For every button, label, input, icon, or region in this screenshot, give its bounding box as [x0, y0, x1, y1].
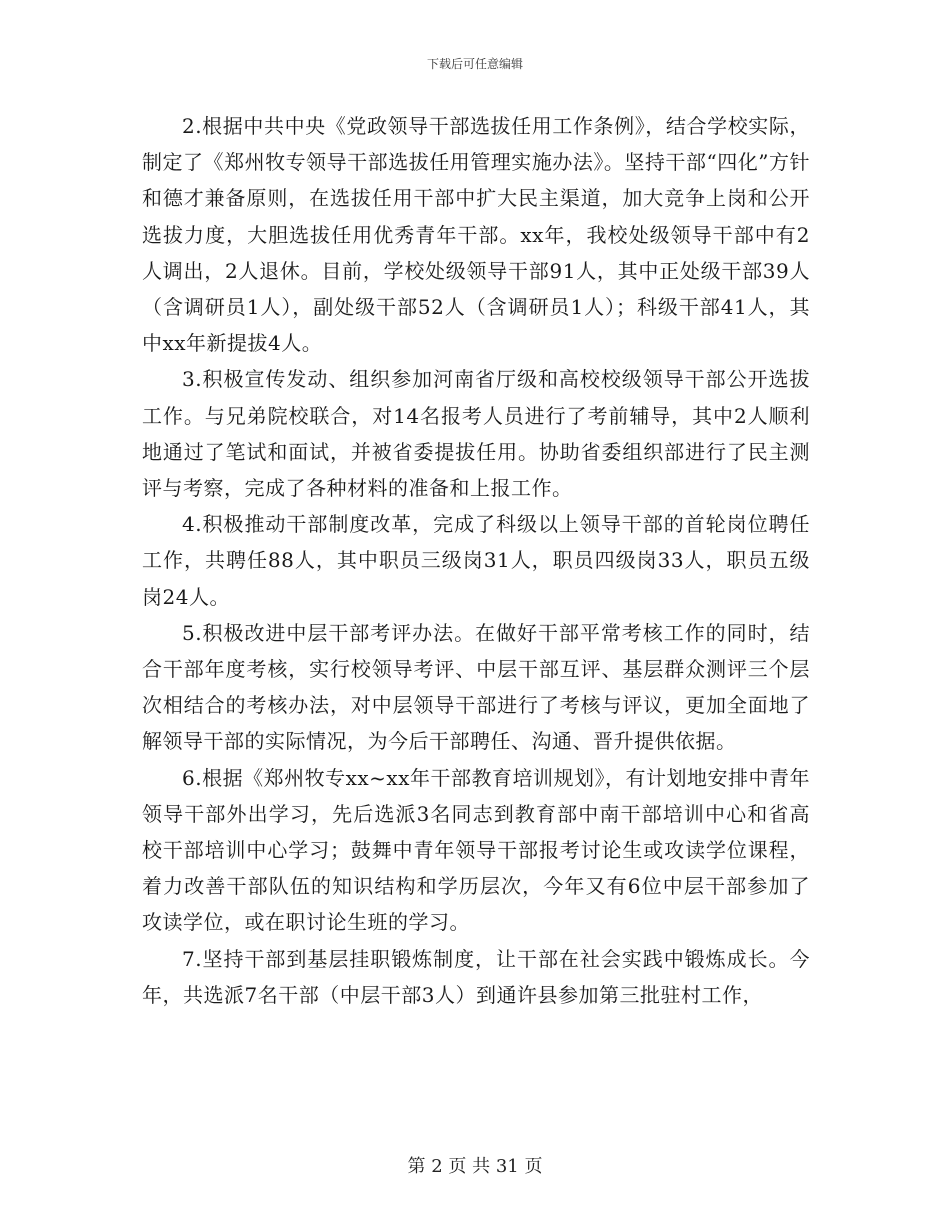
document-body: [142, 108, 810, 1013]
paragraph-3: 3.积极宣传发动、组织参加河南省厅级和高校校级领导干部公开选拔工作。与兄弟院校联合，对14名报考人员进行了考前辅导，其中2人顺利地通过了笔试和面试，并被省委提拔任用。协助省委组织部进行了民主测评与考察，完成了各种材料的准备和上报工作。: [142, 367, 810, 501]
paragraph-7: 7.坚持干部到基层挂职锻炼制度，让干部在社会实践中锻炼成长。今年，共选派7名干部（中层干部3人）到通许县参加第三批驻村工作，: [142, 946, 810, 1007]
page-header: 下载后可任意编辑: [426, 57, 523, 71]
paragraph-5: 5.积极改进中层干部考评办法。在做好干部平常考核工作的同时，结合干部年度考核，实行校领导考评、中层干部互评、基层群众测评三个层次相结合的考核办法，对中层领导干部进行了考核与评议，更加全面地了解领导干部的实际情况，为今后干部聘任、沟通、晋升提供依据。: [142, 620, 810, 754]
paragraph-2: 2.根据中共中央《党政领导干部选拔任用工作条例》，结合学校实际，制定了《郑州牧专领导干部选拔任用管理实施办法》。坚持干部“四化”方针和德才兼备原则，在选拔任用干部中扩大民主渠道，加大竞争上岗和公开选拔力度，大胆选拔任用优秀青年干部。xx年，我校处级领导干部中有2人调出，2人退休。目前，学校处级领导干部91人，其中正处级干部39人（含调研员1人），副处级干部52人（含调研员1人）；科级干部41人，其中xx年新提拔4人。: [142, 114, 810, 356]
page-number-footer: 第 2 页 共 31 页: [407, 1156, 543, 1177]
paragraph-4: 4.积极推动干部制度改革，完成了科级以上领导干部的首轮岗位聘任工作，共聘任88人，其中职员三级岗31人，职员四级岗33人，职员五级岗24人。: [142, 512, 810, 609]
paragraph-6: 6.根据《郑州牧专xx~xx年干部教育培训规划》，有计划地安排中青年领导干部外出学习，先后选派3名同志到教育部中南干部培训中心和省高校干部培训中心学习；鼓舞中青年领导干部报考讨论生或攻读学位课程，着力改善干部队伍的知识结构和学历层次，今年又有6位中层干部参加了攻读学位，或在职讨论生班的学习。: [142, 765, 810, 935]
